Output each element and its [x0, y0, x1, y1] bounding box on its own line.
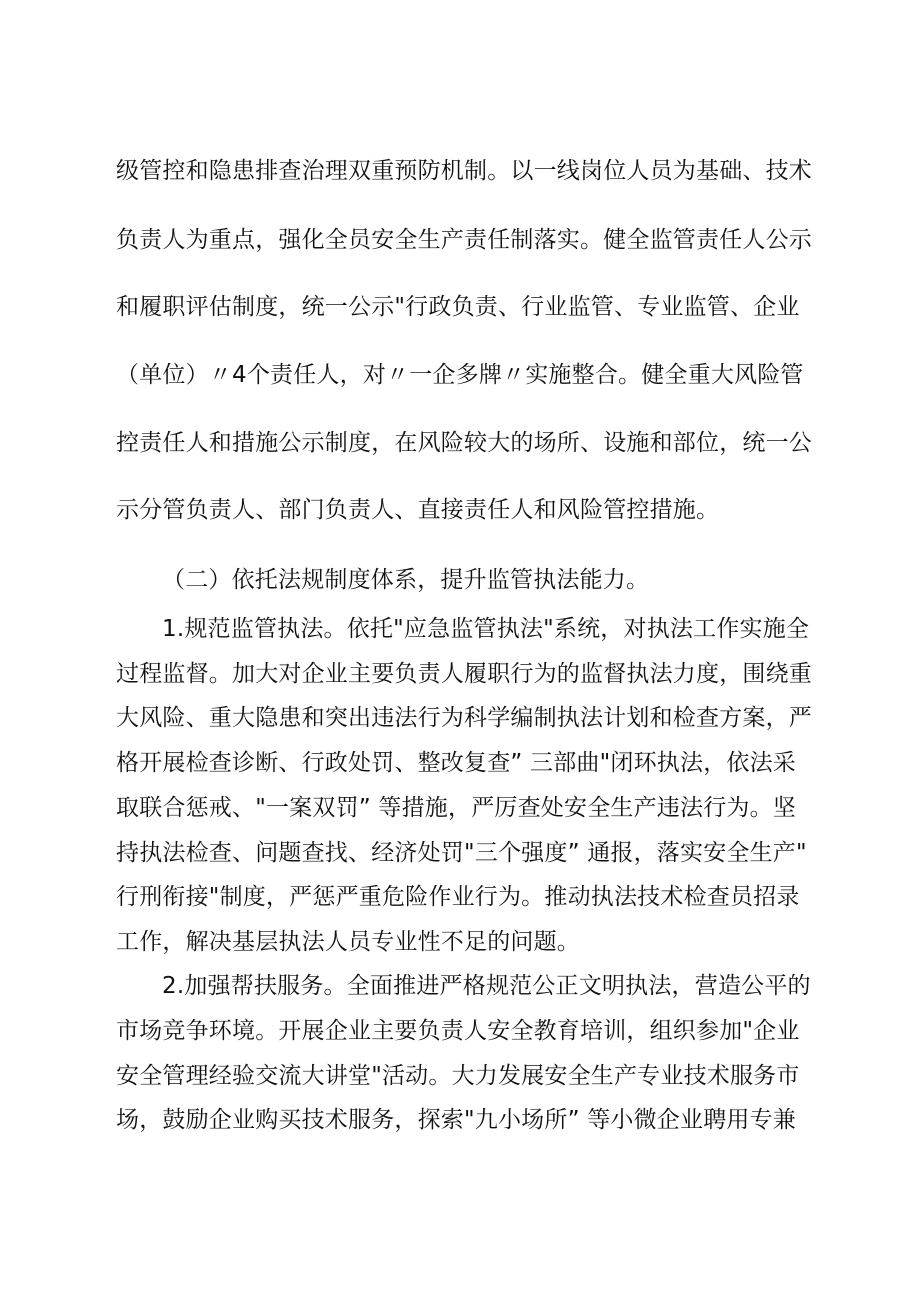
- text-line-6: 示分管负责人、部门负责人、直接责任人和风险管控措施。: [116, 497, 720, 523]
- text-line-5: 控责任人和措施公示制度，在风险较大的场所、设施和部位，统一公: [116, 430, 812, 456]
- text-line-1: 级管控和隐患排查治理双重预防机制。以一线岗位人员为基础、技术: [116, 158, 812, 184]
- text-line-19: 场，鼓励企业购买技术服务，探索"九小场所” 等小微企业聘用专兼: [116, 1107, 797, 1133]
- text-line-2: 负责人为重点，强化全员安全生产责任制落实。健全监管责任人公示: [116, 227, 812, 253]
- section-heading: （二）依托法规制度体系，提升监管执法能力。: [162, 567, 650, 593]
- text-line-8: 1.规范监管执法。依托"应急监管执法"系统，对执法工作实施全: [162, 616, 810, 642]
- text-line-16: 2.加强帮扶服务。全面推进严格规范公正文明执法，营造公平的: [162, 973, 811, 999]
- text-line-14: 行刑衔接"制度，严惩严重危险作业行为。推动执法技术检查员招录: [116, 884, 800, 910]
- text-line-18: 安全管理经验交流大讲堂"活动。大力发展安全生产专业技术服务市: [116, 1063, 800, 1089]
- text-line-3: 和履职评估制度，统一公示"行政负责、行业监管、专业监管、企业: [116, 294, 800, 320]
- text-line-10: 大风险、重大隐患和突出违法行为科学编制执法计划和检查方案，严: [116, 705, 812, 731]
- text-line-13: 持执法检查、问题查找、经济处罚"三个强度” 通报，落实安全生产": [116, 840, 807, 866]
- text-line-11: 格开展检查诊断、行政处罚、整改复查” 三部曲"闭环执法，依法采: [116, 750, 797, 776]
- text-line-17: 市场竞争环境。开展企业主要负责人安全教育培训，组织参加"企业: [116, 1018, 800, 1044]
- text-line-12: 取联合惩戒、"一案双罚” 等措施，严厉查处安全生产违法行为。坚: [116, 795, 797, 821]
- text-line-4: （单位）〃4个责任人，对〃一企多牌〃实施整合。健全重大风险管: [116, 362, 804, 388]
- text-line-15: 工作，解决基层执法人员专业性不足的问题。: [116, 929, 580, 955]
- text-line-9: 过程监督。加大对企业主要负责人履职行为的监督执法力度，围绕重: [116, 661, 812, 687]
